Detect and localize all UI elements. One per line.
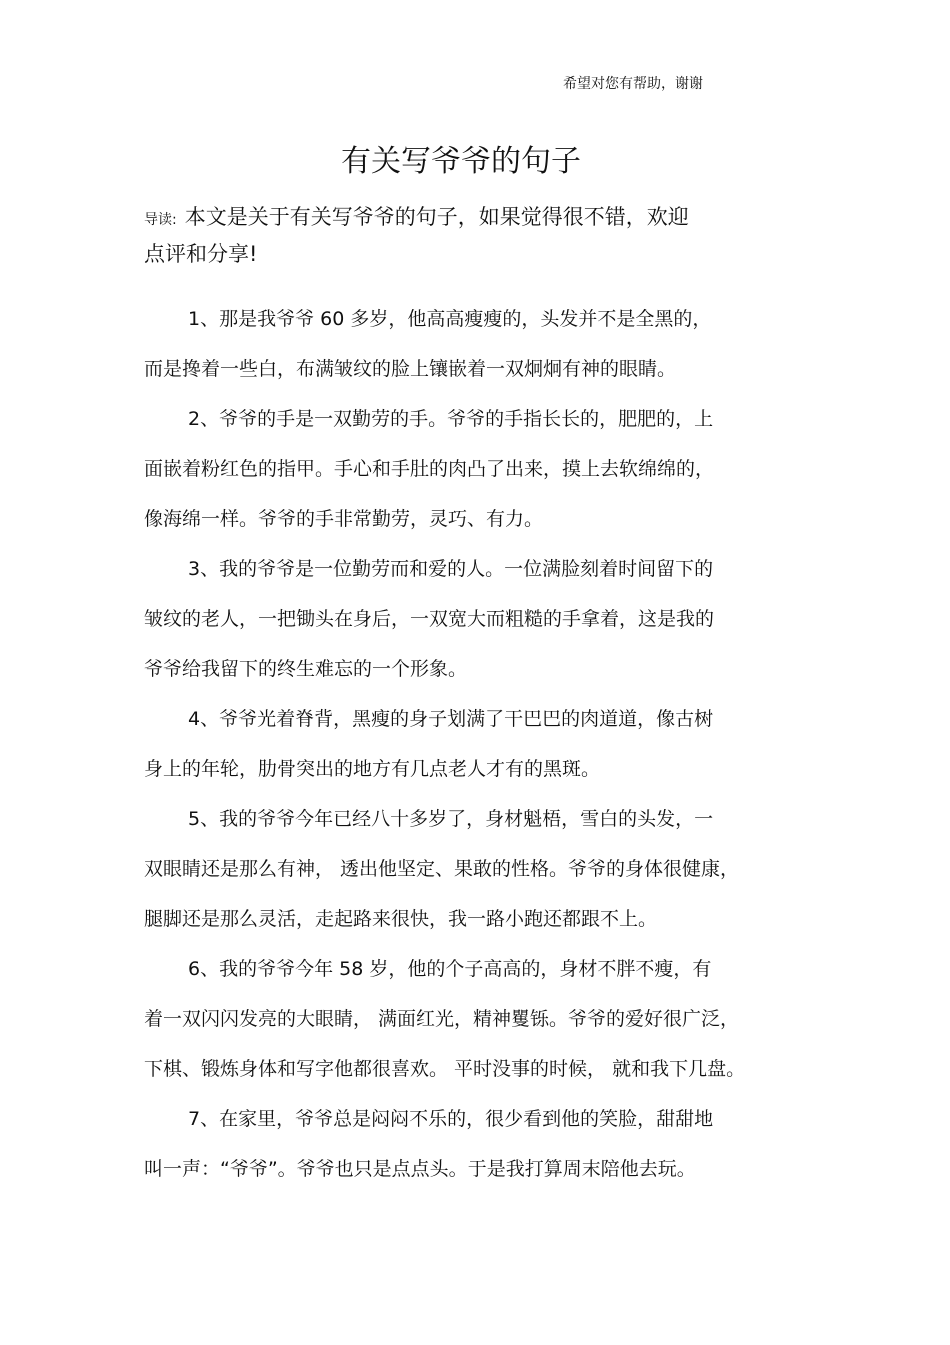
paragraph-line: 腿脚还是那么灵活，走起路来很快，我一路小跑还都跟不上。 — [144, 908, 658, 930]
paragraph-line: 5、我的爷爷今年已经八十多岁了，身材魁梧，雪白的头发，一 — [188, 808, 714, 830]
paragraph-line: 而是搀着一些白，布满皱纹的脸上镶嵌着一双炯炯有神的眼睛。 — [144, 358, 677, 380]
paragraph-line: 爷爷给我留下的终生难忘的一个形象。 — [144, 658, 468, 680]
paragraph-3 — [144, 552, 794, 702]
paragraph-4 — [144, 702, 794, 802]
paragraph-line: 双眼睛还是那么有神， 透出他坚定、果敢的性格。爷爷的身体很健康， — [144, 858, 740, 880]
page-title: 有关写爷爷的句子 — [341, 144, 581, 179]
intro-line-2: 点评和分享! — [144, 242, 258, 266]
paragraph-line: 皱纹的老人，一把锄头在身后，一双宽大而粗糙的手拿着，这是我的 — [144, 608, 715, 630]
paragraph-6 — [144, 952, 794, 1102]
paragraph-line: 叫一声：“爷爷”。爷爷也只是点点头。于是我打算周末陪他去玩。 — [144, 1158, 696, 1180]
paragraph-line: 像海绵一样。爷爷的手非常勤劳，灵巧、有力。 — [144, 508, 544, 530]
paragraph-line: 面嵌着粉红色的指甲。手心和手肚的肉凸了出来，摸上去软绵绵的， — [144, 458, 715, 480]
paragraph-line: 4、爷爷光着脊背，黑瘦的身子划满了干巴巴的肉道道，像古树 — [188, 708, 714, 730]
intro-lead: 导读: — [144, 212, 177, 228]
paragraph-line: 6、我的爷爷今年 58 岁，他的个子高高的，身材不胖不瘦，有 — [188, 958, 712, 980]
paragraph-line: 1、那是我爷爷 60 多岁，他高高瘦瘦的，头发并不是全黑的， — [188, 308, 712, 330]
paragraph-line: 身上的年轮，肋骨突出的地方有几点老人才有的黑斑。 — [144, 758, 601, 780]
paragraph-line: 2、爷爷的手是一双勤劳的手。爷爷的手指长长的，肥肥的，上 — [188, 408, 714, 430]
paragraph-line: 3、我的爷爷是一位勤劳而和爱的人。一位满脸刻着时间留下的 — [188, 558, 714, 580]
intro — [144, 200, 794, 271]
paragraph-7 — [144, 1102, 794, 1202]
paragraph-1 — [144, 302, 794, 402]
paragraph-line: 7、在家里，爷爷总是闷闷不乐的，很少看到他的笑脸，甜甜地 — [188, 1108, 714, 1130]
paragraph-2 — [144, 402, 794, 552]
paragraph-5 — [144, 802, 794, 952]
intro-line-1: 本文是关于有关写爷爷的句子，如果觉得很不错，欢迎 — [184, 205, 689, 229]
header-note: 希望对您有帮助，谢谢 — [563, 76, 703, 92]
intro-row-1 — [144, 200, 794, 237]
paragraph-line: 下棋、锻炼身体和写字他都很喜欢。 平时没事的时候， 就和我下几盘。 — [144, 1058, 746, 1080]
article-body — [144, 302, 794, 1202]
paragraph-line: 着一双闪闪发亮的大眼睛， 满面红光，精神矍铄。爷爷的爱好很广泛， — [144, 1008, 740, 1030]
